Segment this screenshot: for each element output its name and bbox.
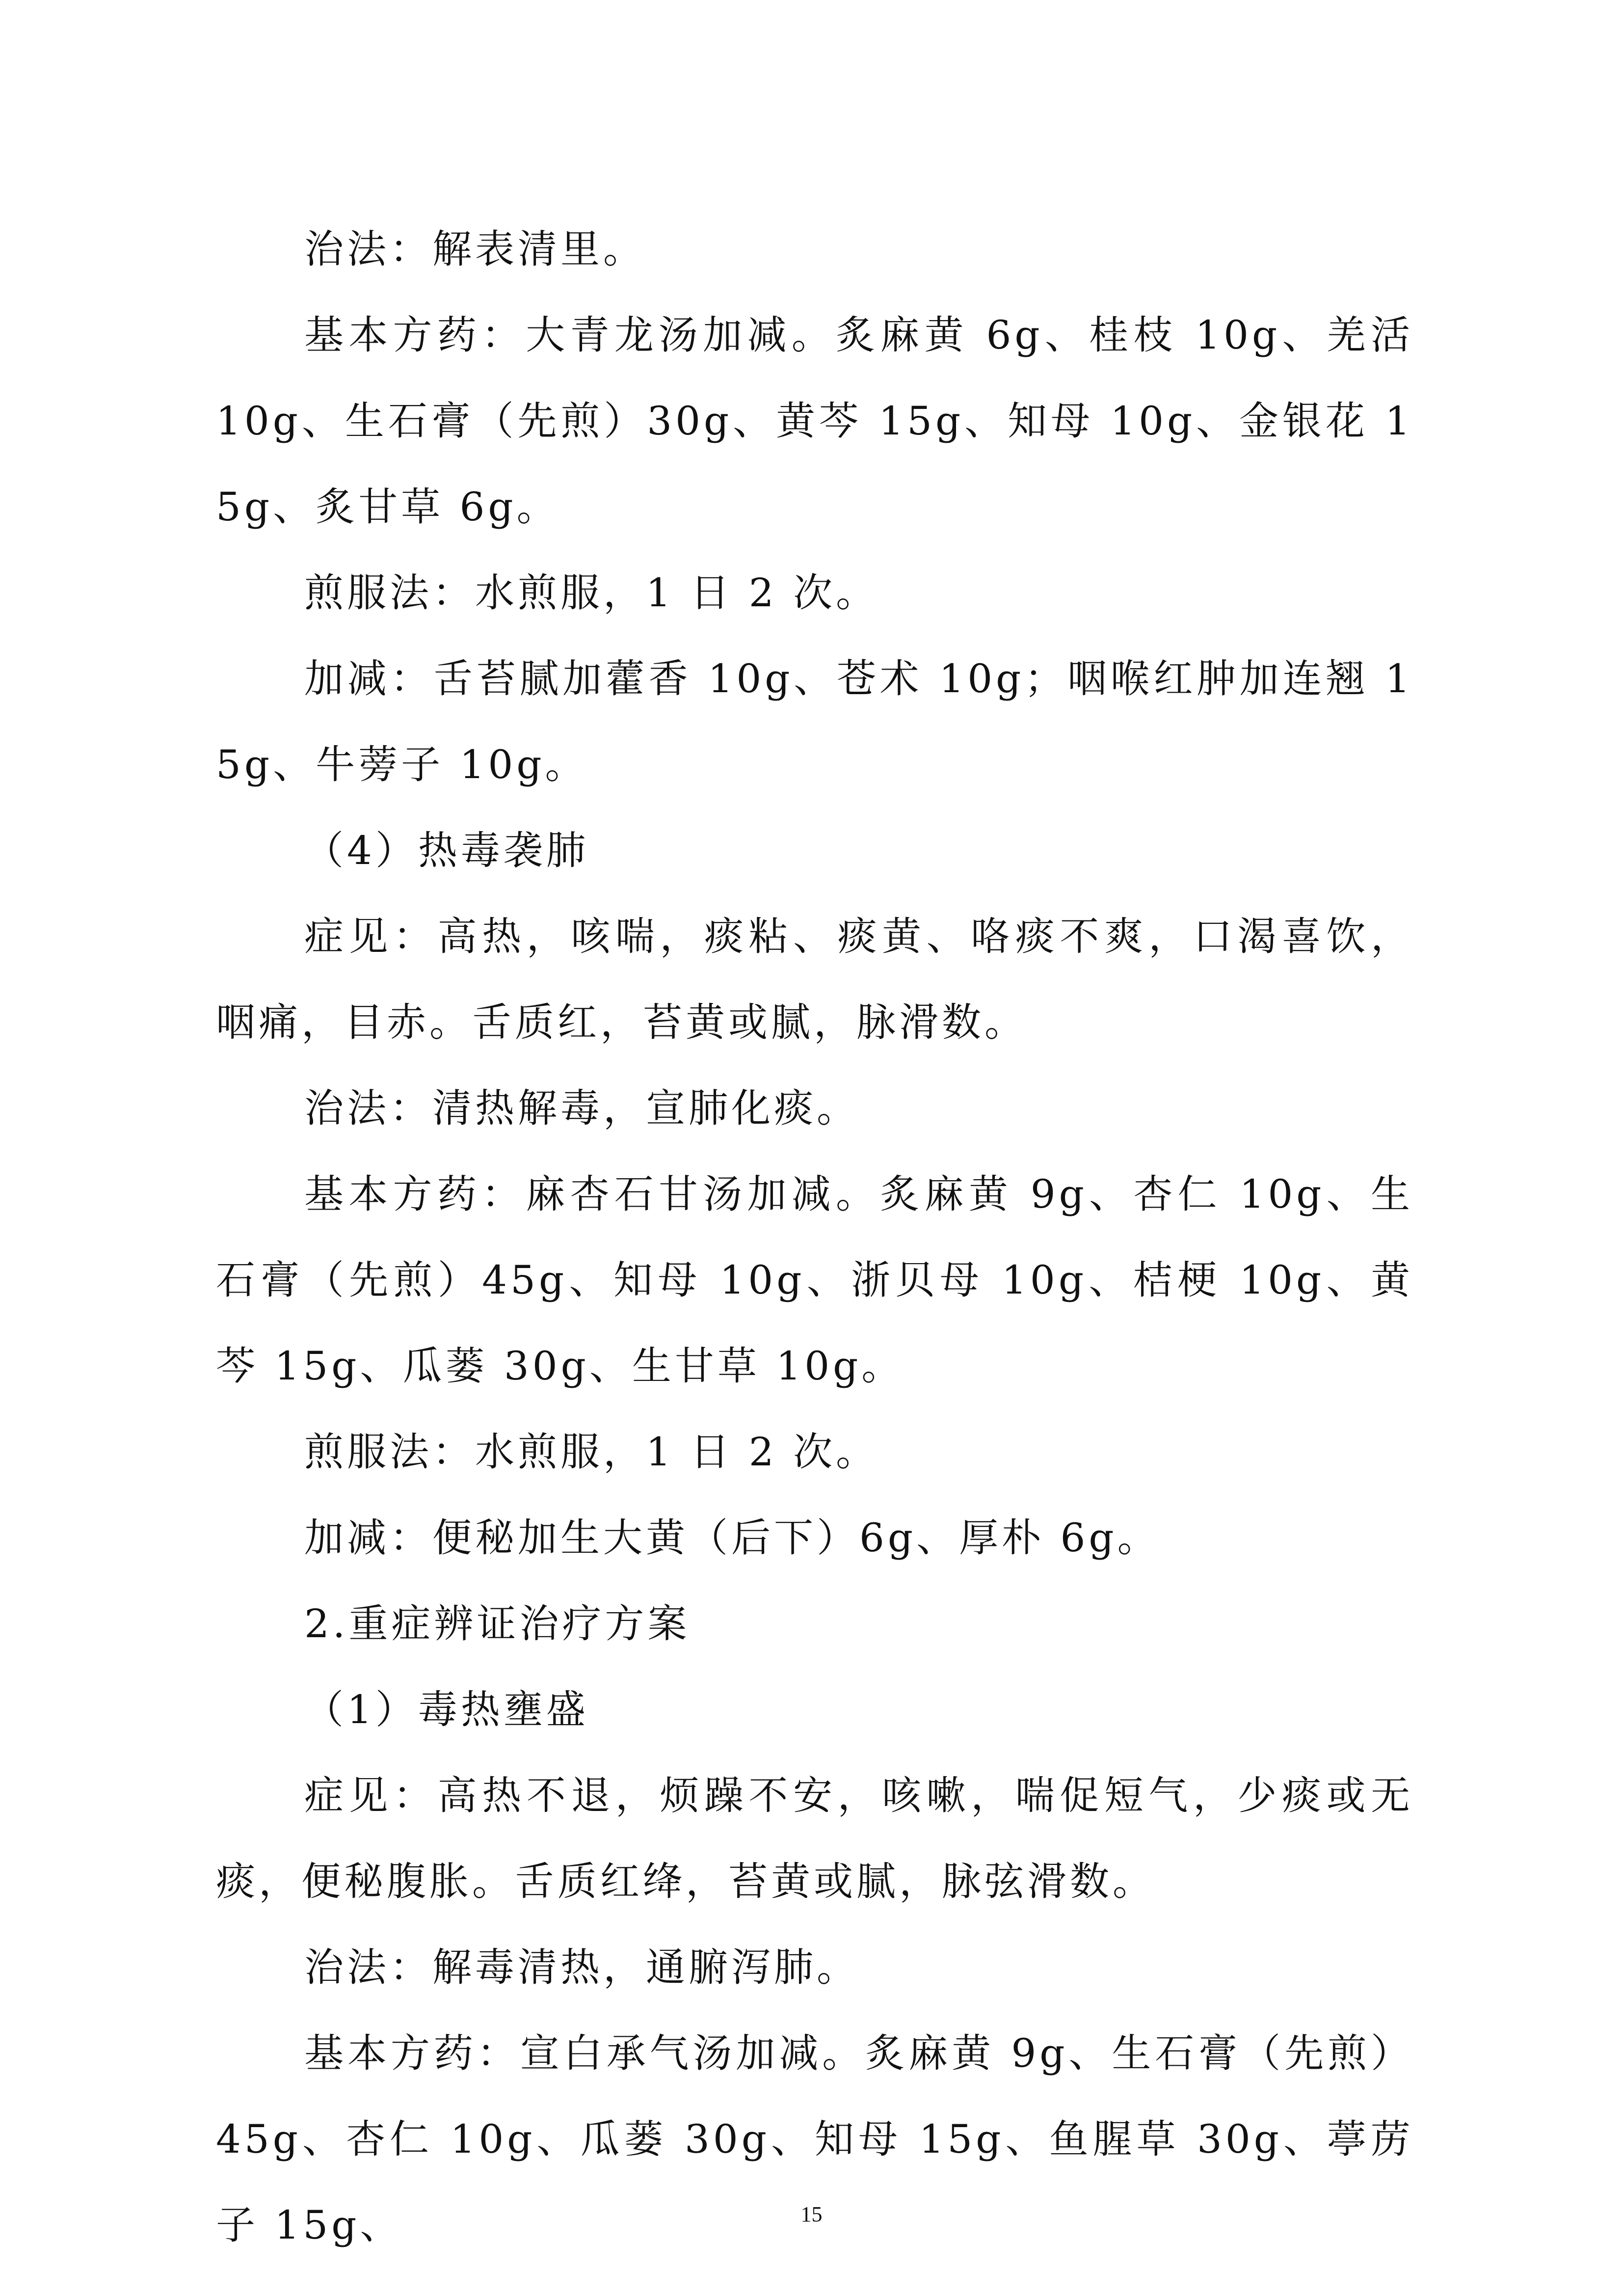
paragraph-treatment-method-1: 治法：解表清里。 bbox=[304, 226, 646, 272]
page-number: 15 bbox=[800, 2202, 823, 2226]
paragraph-symptoms-2: 症见：高热不退，烦躁不安，咳嗽，喘促短气，少痰或无痰，便秘腹胀。舌质红绛，苔黄或腻，脉弦滑数。 bbox=[216, 1773, 1413, 1904]
paragraph-basic-prescription-2: 基本方药：麻杏石甘汤加减。炙麻黄 9g、杏仁 10g、生石膏（先煎）45g、知母 10g、浙贝母 10g、桔梗 10g、黄芩 15g、瓜蒌 30g、生甘草 10g。 bbox=[216, 1171, 1413, 1389]
paragraph-modification-1: 加减：舌苔腻加藿香 10g、苍术 10g；咽喉红肿加连翘 15g、牛蒡子 10g。 bbox=[216, 656, 1413, 787]
paragraph-decoction-method-1: 煎服法：水煎服，1 日 2 次。 bbox=[304, 570, 879, 616]
section-heading-heat-toxin-lung: （4）热毒袭肺 bbox=[304, 828, 589, 873]
section-heading-severe-cases: 2.重症辨证治疗方案 bbox=[304, 1601, 691, 1647]
document-body bbox=[216, 206, 1413, 2268]
paragraph-decoction-method-2: 煎服法：水煎服，1 日 2 次。 bbox=[304, 1429, 879, 1475]
paragraph-modification-2: 加减：便秘加生大黄（后下）6g、厚朴 6g。 bbox=[304, 1515, 1160, 1561]
section-heading-toxin-heat-exuberance: （1）毒热壅盛 bbox=[304, 1687, 589, 1732]
paragraph-symptoms-1: 症见：高热，咳喘，痰粘、痰黄、咯痰不爽，口渴喜饮，咽痛，目赤。舌质红，苔黄或腻，脉滑数。 bbox=[216, 914, 1413, 1045]
paragraph-basic-prescription-1: 基本方药：大青龙汤加减。炙麻黄 6g、桂枝 10g、羌活 10g、生石膏（先煎）30g、黄芩 15g、知母 10g、金银花 15g、炙甘草 6g。 bbox=[216, 312, 1413, 530]
paragraph-basic-prescription-3: 基本方药：宣白承气汤加减。炙麻黄 9g、生石膏（先煎）45g、杏仁 10g、瓜蒌 30g、知母 15g、鱼腥草 30g、葶苈子 15g、 bbox=[216, 2030, 1413, 2248]
paragraph-treatment-method-3: 治法：解毒清热，通腑泻肺。 bbox=[304, 1945, 859, 1990]
paragraph-treatment-method-2: 治法：清热解毒，宣肺化痰。 bbox=[304, 1085, 859, 1131]
